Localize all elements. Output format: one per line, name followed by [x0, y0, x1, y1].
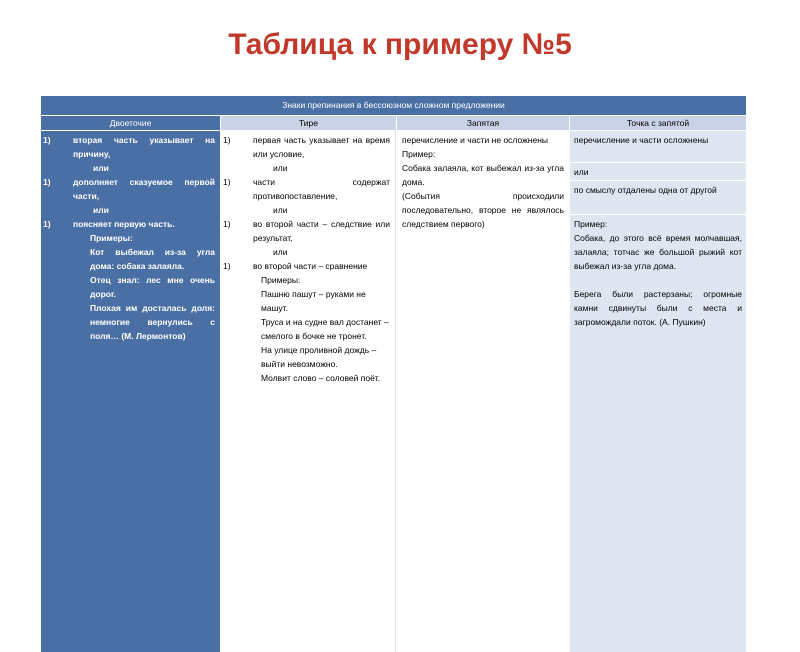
- colon-rule: поясняет первую часть.: [73, 219, 175, 229]
- list-number: 1): [223, 135, 231, 145]
- column-header-colon: Двоеточие: [41, 116, 220, 130]
- dash-rule: части содержат противопоставление,: [253, 177, 390, 201]
- example-text: Собака залаяла, кот выбежал из-за угла дома.: [402, 163, 564, 187]
- semicolon-examples: [570, 215, 746, 652]
- examples-label: Примеры:: [261, 275, 301, 285]
- list-item: [223, 133, 390, 161]
- example-text: Молвит слово – соловей поёт.: [261, 373, 381, 383]
- column-header-comma: Запятая: [397, 116, 569, 130]
- colon-cell: [41, 131, 220, 652]
- semicolon-rule: перечисление и части осложнены: [570, 131, 746, 163]
- example-text: Плохая им досталась доля: немногие вернулись с поля… (М. Лермонтов): [90, 303, 215, 341]
- colon-rule: дополняет сказуемое первой части,: [73, 177, 215, 201]
- punctuation-table: [41, 96, 747, 538]
- column-header-dash: Тире: [221, 116, 396, 130]
- dash-rule: первая часть указывает на время или условие,: [253, 135, 390, 159]
- semicolon-rule: по смыслу отдалены одна от другой: [570, 181, 746, 215]
- list-item: [43, 217, 215, 231]
- example-label: Пример:: [402, 149, 436, 159]
- example-text: Пашню пашут – руками не машут.: [261, 289, 366, 313]
- example-text: Собака, до этого всё время молчавшая, залаяла; тотчас же большой рыжий кот выбежал из-за угла дома.: [574, 233, 742, 271]
- example-text: Берега были растерзаны; огромные камни сдвинуты были с места и загромождали поток. (А. Пушкин): [574, 289, 742, 327]
- or-label: или: [570, 163, 746, 181]
- example-label: Пример:: [574, 219, 608, 229]
- example-text: Кот выбежал из-за угла дома: собака залаяла.: [90, 247, 215, 271]
- list-number: 1): [43, 177, 51, 187]
- list-item: [43, 133, 215, 161]
- semicolon-cell: [570, 131, 746, 652]
- list-number: 1): [223, 219, 231, 229]
- or-label: или: [273, 163, 288, 173]
- list-number: 1): [43, 135, 51, 145]
- example-text: На улице проливной дождь – выйти невозможно.: [261, 345, 377, 369]
- spacer: [574, 273, 742, 287]
- dash-cell: [221, 131, 396, 652]
- example-note: (События происходили последовательно, второе не являлось следствием первого): [402, 191, 564, 229]
- list-item: [43, 175, 215, 203]
- or-label: или: [93, 205, 109, 215]
- page-title: Таблица к примеру №5: [228, 28, 572, 61]
- column-header-semicolon: Точка с запятой: [570, 116, 746, 130]
- example-text: Отец знал: лес мне очень дорог.: [90, 275, 215, 299]
- list-item: [223, 217, 390, 245]
- dash-rule: во второй части – сравнение: [253, 261, 368, 271]
- colon-rule: вторая часть указывает на причину,: [73, 135, 215, 159]
- dash-rule: во второй части – следствие или результат,: [253, 219, 390, 243]
- list-number: 1): [223, 261, 231, 271]
- table-main-header: Знаки препинания в бессоюзном сложном предложении: [41, 96, 746, 115]
- or-label: или: [93, 163, 109, 173]
- examples-label: Примеры:: [90, 233, 133, 243]
- example-text: Труса и на судне вал достанет – смелого в бочке не тронет.: [261, 317, 389, 341]
- or-label: или: [273, 205, 288, 215]
- comma-rule: перечисление и части не осложнены: [402, 135, 549, 145]
- list-number: 1): [43, 219, 51, 229]
- list-number: 1): [223, 177, 231, 187]
- list-item: [223, 175, 390, 203]
- list-item: [223, 259, 390, 273]
- comma-cell: [397, 131, 569, 652]
- or-label: или: [273, 247, 288, 257]
